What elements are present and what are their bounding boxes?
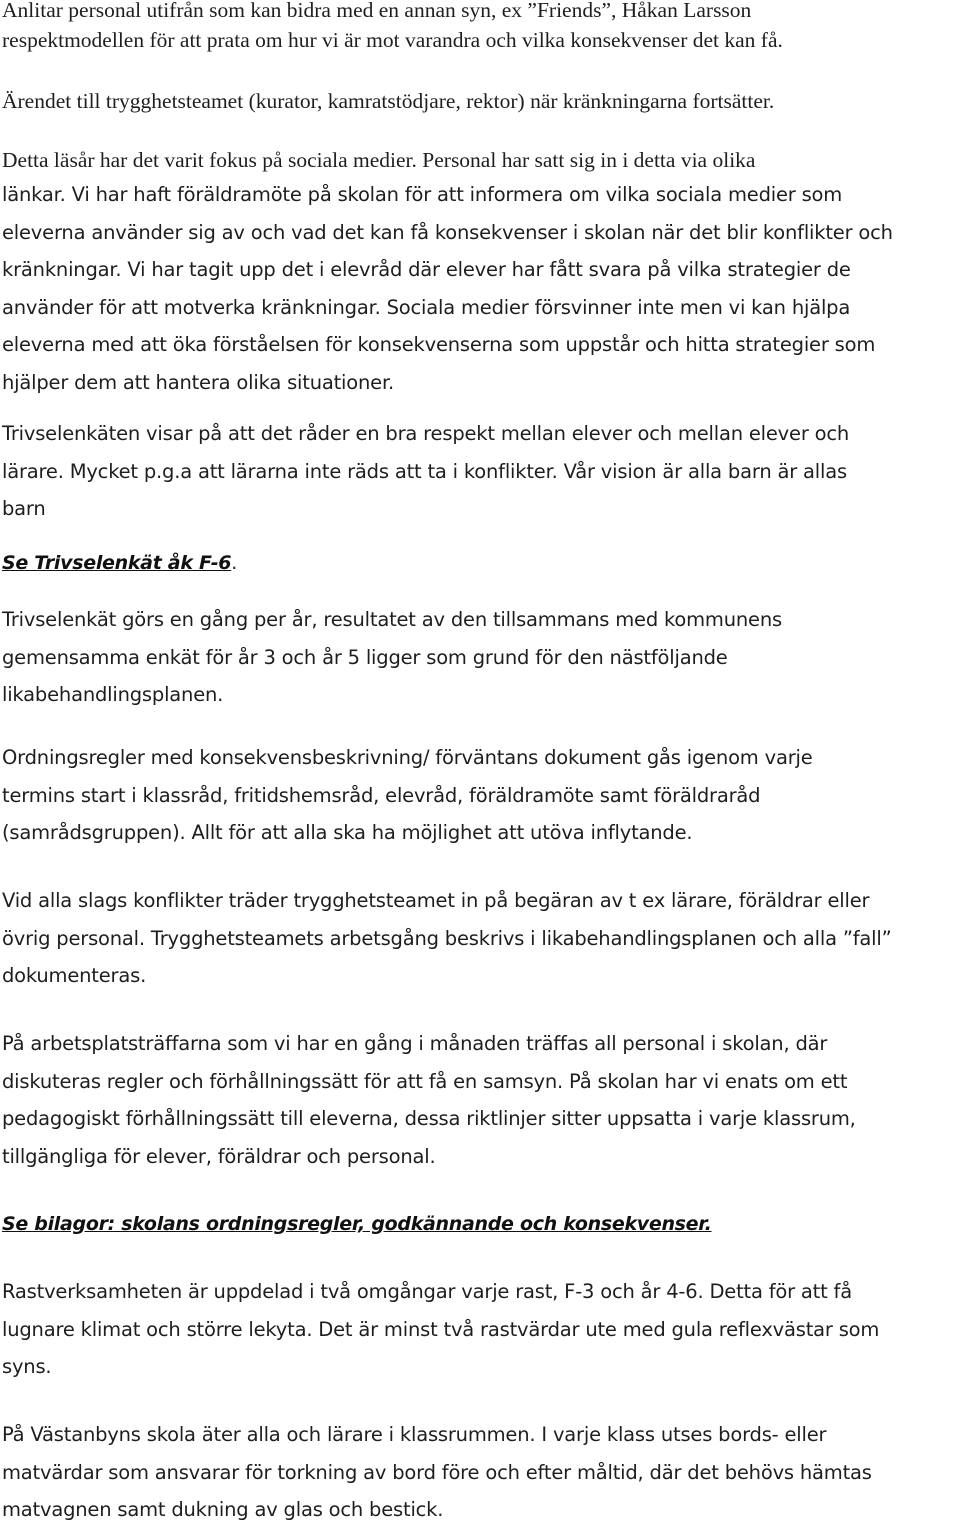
text-line: syns. bbox=[2, 1355, 52, 1378]
text-line: Anlitar personal utifrån som kan bidra med en annan syn, ex ”Friends”, Håkan Larsson bbox=[2, 0, 752, 22]
text-line: övrig personal. Trygghetsteamets arbetsgång beskrivs i likabehandlingsplanen och alla ”fall” bbox=[2, 926, 892, 950]
text-line: Trivselenkäten visar på att det råder en bra respekt mellan elever och mellan elever och bbox=[2, 422, 850, 445]
text-line: eleverna med att öka förståelsen för konsekvenserna som uppstår och hitta strategier som bbox=[2, 333, 876, 356]
text-line: eleverna använder sig av och vad det kan få konsekvenser i skolan när det blir konflikter och bbox=[2, 220, 893, 244]
paragraph-staff-meetings bbox=[2, 1025, 952, 1175]
text-line: respektmodellen för att prata om hur vi är mot varandra och vilka konsekvenser det kan få. bbox=[2, 28, 783, 52]
text-line: kränkningar. Vi har tagit upp det i elevråd där elever har fått svara på vilka strategier de bbox=[2, 258, 851, 281]
text-line: tillgängliga för elever, föräldrar och personal. bbox=[2, 1144, 436, 1168]
text-line: Rastverksamheten är uppdelad i två omgångar varje rast, F-3 och år 4-6. Detta för att få bbox=[2, 1280, 852, 1303]
text-line: På arbetsplatsträffarna som vi har en gång i månaden träffas all personal i skolan, där bbox=[2, 1032, 828, 1055]
paragraph-conflicts bbox=[2, 882, 952, 995]
text-line: Detta läsår har det varit fokus på sociala medier. Personal har satt sig in i detta via olika bbox=[2, 148, 756, 172]
heading-period: . bbox=[231, 552, 238, 574]
paragraph-survey-frequency bbox=[2, 601, 952, 714]
heading-survey-reference bbox=[2, 548, 952, 578]
text-line: diskuteras regler och förhållningssätt för att få en samsyn. På skolan har vi enats om ett bbox=[2, 1069, 848, 1093]
paragraph-rules-review bbox=[2, 739, 952, 852]
text-line: likabehandlingsplanen. bbox=[2, 683, 224, 706]
text-line: Trivselenkät görs en gång per år, resultatet av den tillsammans med kommunens bbox=[2, 608, 782, 631]
paragraph-recess bbox=[2, 1273, 952, 1386]
text-line: (samrådsgruppen). Allt för att alla ska ha möjlighet att utöva inflytande. bbox=[2, 821, 693, 844]
text-line: Ordningsregler med konsekvensbeskrivning/ förväntans dokument gås igenom varje bbox=[2, 746, 813, 769]
text-line: pedagogiskt förhållningssätt till eleverna, dessa riktlinjer sitter uppsatta i varje klassrum, bbox=[2, 1107, 856, 1130]
text-line: gemensamma enkät för år 3 och år 5 ligger som grund för den nästföljande bbox=[2, 645, 728, 669]
paragraph-lunch bbox=[2, 1416, 952, 1529]
survey-link-heading[interactable]: Se Trivselenkät åk F-6 bbox=[2, 552, 232, 574]
text-line: länkar. Vi har haft föräldramöte på skolan för att informera om vilka sociala medier som bbox=[2, 183, 843, 206]
text-line: hjälper dem att hantera olika situationer. bbox=[2, 370, 394, 394]
text-line: lugnare klimat och större lekyta. Det är minst två rastvärdar ute med gula reflexvästar som bbox=[2, 1317, 880, 1341]
heading-attachments bbox=[2, 1209, 952, 1239]
text-line: barn bbox=[2, 497, 46, 520]
text-line: dokumenteras. bbox=[2, 964, 147, 987]
text-line: Vid alla slags konflikter träder trygghetsteamet in på begäran av t ex lärare, föräldrar eller bbox=[2, 889, 870, 912]
text-line: matvagnen samt dukning av glas och bestick. bbox=[2, 1498, 444, 1521]
text-line: använder för att motverka kränkningar. Sociala medier försvinner inte men vi kan hjälpa bbox=[2, 295, 851, 319]
paragraph-safety-team bbox=[2, 86, 952, 116]
attachments-link-heading[interactable]: Se bilagor: skolans ordningsregler, godkännande och konsekvenser. bbox=[2, 1213, 712, 1235]
paragraph-social-media-focus bbox=[2, 145, 952, 175]
paragraph-parent-meeting bbox=[2, 176, 952, 401]
paragraph-wellbeing-survey bbox=[2, 415, 952, 528]
text-line: På Västanbyns skola äter alla och lärare i klassrummen. I varje klass utses bords- eller bbox=[2, 1423, 827, 1446]
text-line: lärare. Mycket p.g.a att lärarna inte räds att ta i konflikter. Vår vision är alla barn är allas bbox=[2, 459, 847, 483]
text-line: Ärendet till trygghetsteamet (kurator, kamratstödjare, rektor) när kränkningarna fortsätter. bbox=[2, 89, 775, 113]
paragraph-external-staff bbox=[2, 0, 952, 55]
text-line: matvärdar som ansvarar för torkning av bord före och efter måltid, där det behövs hämtas bbox=[2, 1460, 872, 1484]
text-line: termins start i klassråd, fritidshemsråd, elevråd, föräldramöte samt föräldraråd bbox=[2, 783, 761, 807]
